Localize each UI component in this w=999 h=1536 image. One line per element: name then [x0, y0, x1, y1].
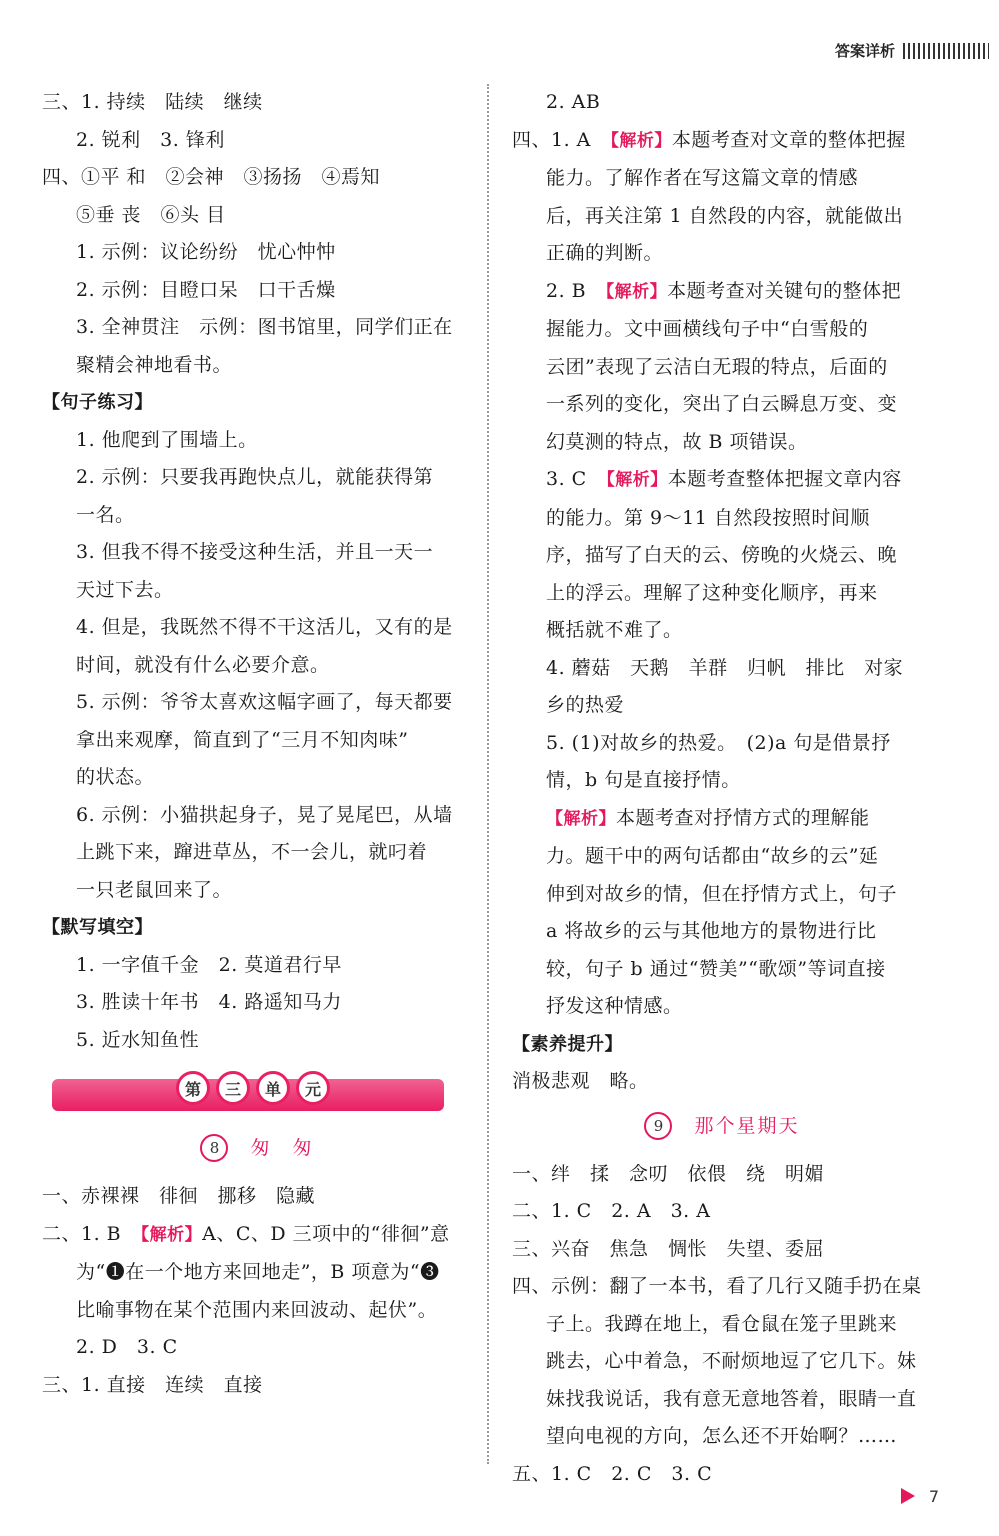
unit-banner	[52, 1079, 444, 1111]
answer-line: 一只老鼠回来了。	[76, 878, 233, 901]
answer-line: 5. 示例：爷爷太喜欢这幅字画了，每天都要	[76, 691, 453, 713]
answer-line: 三、1. 持续 陆续 继续	[42, 91, 263, 113]
answer-line: 2. AB	[546, 91, 601, 113]
header-title: 答案详析	[834, 42, 895, 60]
lesson-title: 那个星期天	[694, 1114, 800, 1137]
left-column	[42, 84, 472, 1404]
analysis-tag: 【解析】	[546, 808, 616, 829]
analysis-tag: 【解析】	[606, 470, 668, 490]
answer-line: 抒发这种情感。	[546, 995, 683, 1017]
analysis-tag: 【解析】	[605, 281, 668, 302]
answer-line: 时间，就没有什么必要介意。	[76, 653, 330, 676]
answer-line: 二、1. B 【解析】A、C、D 三项中的“徘徊”意	[42, 1222, 450, 1245]
answer-line: 五、1. C 2. C 3. C	[512, 1462, 713, 1485]
answer-line: 一系列的变化，突出了白云瞬息万变、变	[546, 393, 898, 415]
answer-line: 乡的热爱	[546, 694, 625, 716]
answer-line: 一、赤裸裸 徘徊 挪移 隐藏	[42, 1185, 316, 1207]
answer-line: a 将故乡的云与其他地方的景物进行比	[546, 920, 877, 942]
answer-line: 概括就不难了。	[546, 619, 683, 641]
answer-line: 拿出来观摩，简直到了“三月不知肉味”	[76, 728, 409, 751]
answer-line: 后，再关注第 1 自然段的内容，就能做出	[546, 204, 904, 227]
answer-line: 妹找我说话，我有意无意地答着，眼睛一直	[546, 1387, 917, 1410]
page-header	[835, 40, 989, 61]
lesson-number: 9	[644, 1112, 672, 1140]
answer-line: ⑤垂 丧 ⑥头 目	[76, 203, 226, 226]
answer-line: 一、绊 揉 念叨 依偎 绕 明媚	[512, 1162, 825, 1185]
answer-line: 2. 锐利 3. 锋利	[76, 128, 225, 151]
answer-line: 能力。了解作者在写这篇文章的情感	[546, 167, 859, 189]
column-divider	[487, 84, 489, 1464]
unit-char: 单	[256, 1071, 290, 1105]
answer-line: 为“❶在一个地方来回地走”，B 项意为“❸	[76, 1261, 440, 1283]
answer-line: 子上。我蹲在地上，看仓鼠在笼子里跳来	[546, 1312, 898, 1335]
lesson-number: 8	[200, 1134, 228, 1162]
answer-line: 序，描写了白天的云、傍晚的火烧云、晚	[546, 544, 898, 566]
answer-line: 伸到对故乡的情，但在抒情方式上，句子	[546, 882, 898, 905]
lesson-heading	[42, 1127, 472, 1168]
answer-line: 四、示例：翻了一本书，看了几行又随手扔在桌	[512, 1275, 922, 1297]
answer-line: 2. D 3. C	[76, 1336, 178, 1358]
unit-char: 第	[176, 1071, 210, 1105]
lesson-heading	[512, 1105, 932, 1146]
answer-line: 望向电视的方向，怎么还不开始啊？……	[546, 1425, 898, 1447]
section-heading: 【默写填空】	[42, 917, 153, 938]
answer-line: 3. 全神贯注 示例：图书馆里，同学们正在	[76, 316, 453, 338]
answer-line: 2. B 【解析】本题考查对关键句的整体把	[546, 279, 902, 302]
answer-line: 1. 他爬到了围墙上。	[76, 428, 258, 451]
answer-line: 三、1. 直接 连续 直接	[42, 1373, 263, 1396]
answer-line: 四、1. A 【解析】本题考查对文章的整体把握	[512, 128, 906, 151]
answer-line: 2. 示例：只要我再跑快点儿，就能获得第	[76, 466, 434, 488]
answer-line: 上跳下来，蹿进草丛，不一会儿，就叼着	[76, 841, 428, 863]
answer-line: 四、①平 和 ②会神 ③扬扬 ④焉知	[42, 166, 381, 188]
answer-line: 二、1. C 2. A 3. A	[512, 1200, 711, 1222]
analysis-tag: 【解析】	[140, 1224, 203, 1245]
answer-line: 4. 蘑菇 天鹅 羊群 归帆 排比 对家	[546, 656, 904, 679]
answer-line: 正确的判断。	[546, 242, 664, 264]
answer-line: 3. C 【解析】本题考查整体把握文章内容	[546, 468, 902, 490]
answer-line: 的状态。	[76, 766, 155, 788]
answer-line: 1. 一字值千金 2. 莫道君行早	[76, 953, 342, 976]
answer-line: 5. 近水知鱼性	[76, 1028, 200, 1051]
answer-line: 握能力。文中画横线句子中“白雪般的	[546, 318, 869, 340]
right-column	[512, 84, 932, 1493]
page-arrow-icon	[901, 1488, 915, 1504]
answer-line: 幻莫测的特点，故 B 项错误。	[546, 430, 808, 453]
unit-char: 三	[216, 1071, 250, 1105]
answer-line: 比喻事物在某个范围内来回波动、起伏”。	[76, 1298, 438, 1321]
answer-line: 三、兴奋 焦急 惆怅 失望、委屈	[512, 1237, 825, 1260]
page-number: 7	[928, 1487, 939, 1506]
answer-line: 跳去，心中着急，不耐烦地逗了它几下。妹	[546, 1350, 917, 1372]
answer-line: 3. 胜读十年书 4. 路遥知马力	[76, 991, 342, 1013]
answer-line: 聚精会神地看书。	[76, 353, 233, 376]
answer-line: 较，句子 b 通过“赞美”“歌颂”等词直接	[546, 957, 886, 980]
answer-line: 【解析】本题考查对抒情方式的理解能	[546, 806, 870, 829]
answer-line: 3. 但我不得不接受这种生活，并且一天一	[76, 541, 434, 563]
answer-line: 云团”表现了云洁白无瑕的特点，后面的	[546, 355, 888, 378]
answer-line: 1. 示例：议论纷纷 忧心忡忡	[76, 241, 336, 263]
answer-line: 天过下去。	[76, 578, 174, 601]
unit-char: 元	[296, 1071, 330, 1105]
answer-line: 5. (1)对故乡的热爱。 (2)a 句是借景抒	[546, 731, 891, 754]
answer-line: 6. 示例：小猫拱起身子，晃了晃尾巴，从墙	[76, 803, 453, 826]
section-heading: 【句子练习】	[42, 392, 153, 413]
section-heading: 【素养提升】	[512, 1033, 623, 1055]
lesson-title: 匆 匆	[250, 1137, 314, 1159]
answer-line: 上的浮云。理解了这种变化顺序，再来	[546, 581, 878, 604]
answer-line: 一名。	[76, 503, 135, 526]
barcode-decoration	[903, 43, 989, 59]
answer-line: 的能力。第 9～11 自然段按照时间顺	[546, 506, 870, 529]
answer-line: 4. 但是，我既然不得不干这活儿，又有的是	[76, 616, 453, 638]
analysis-tag: 【解析】	[610, 130, 672, 151]
answer-line: 2. 示例：目瞪口呆 口干舌燥	[76, 278, 336, 301]
answer-line: 消极悲观 略。	[512, 1070, 649, 1092]
answer-line: 力。题干中的两句话都由“故乡的云”延	[546, 845, 879, 867]
answer-line: 情，b 句是直接抒情。	[546, 769, 741, 791]
